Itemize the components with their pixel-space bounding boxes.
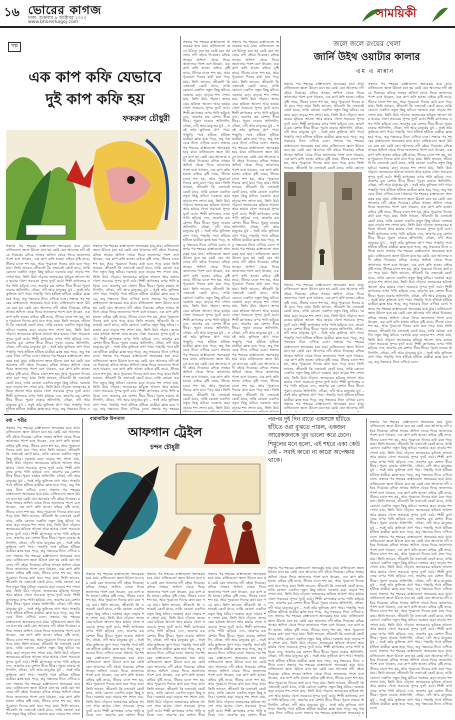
story3-body-col3: সন্ধ্যার পর শহরের রাস্তাগুলো অন্যরকম হয়ে যায়। বাতিগুলো জ্বলে উঠলে মনে হয় কেউ যেন আলোর নদী বইয়ে দিয়েছে। রফিক সাহেব অফিস থেকে ফিরে জানালার পাশে বসে থাকেন, এক কাপ কফি হাতে। বাইরে বৃষ্টি নামে, টিনের চালে শব্দ হয়, আর পুরোনো দিনের কথা মনে পড়ে যায়। তিনি ভাবেন, জীবনটা কি এভাবেই কেটে যাবে, নাকি কোনো একদিন নতুন কিছু ঘটবে। দরজায় কড়া নাড়ার শব্দ শোনা যায়, তিনি উঠে দাঁড়ান। জলরঙের ছবিতে আলো আর ছায়ার খেলা সবচেয়ে সুন্দর ফুটে ওঠে। শিল্পী কাগজের ওপর পানি ছড়িয়ে দেন, তারপর রঙ মেশান ধীরে ধীরে। পুরান ঢাকার অলিগলি, নৌকা, নদী আর মানুষের মুখ – সবই তাঁর তুলিতে প্রাণ পায়। পাহাড়ি পথে হাঁটতে হাঁটতে যাত্রীরা ক্লান্ত হয়ে পড়ে, তবু গন্তব্যের টানে এগিয়ে চলে। সন্ধ্যার পর শহরের রাস্তাগুলো অন্যরকম হয়ে যায়। বাতিগুলো জ্বলে উঠলে মনে হয় কেউ যেন আলোর নদী বইয়ে দিয়েছে। রফিক সাহেব অফিস থেকে ফিরে জানালার পাশে বসে থাকেন, এক কাপ কফি হাতে। বাইরে বৃষ্টি নামে, টিনের চালে শব্দ হয়, আর পুরোনো দিনের কথা মনে পড়ে যায়। তিনি ভাবেন, জীবনটা কি এভাবেই কেটে যাবে, নাকি কোনো একদিন নতুন কিছু ঘটবে। দরজায় কড়া নাড়ার শব্দ শোনা যায়, তিনি উঠে দাঁড়ান। জলরঙের ছবিতে আলো আর ছায়ার খেলা সবচেয়ে সুন্দর ফুটে ওঠে। শিল্পী কাগজের ওপর পানি ছড়িয়ে দেন, তারপর রঙ মেশান ধীরে [208, 572, 266, 716]
watercolor-painting-image [284, 172, 362, 280]
story2-kicker: জলে জলে রংয়ের খেলা [333, 40, 401, 48]
column-body: সন্ধ্যার পর শহরের রাস্তাগুলো অন্যরকম হয়ে যায়। বাতিগুলো জ্বলে উঠলে মনে হয় কেউ যেন আলোর নদী বইয়ে দিয়েছে। রফিক সাহেব অফিস থেকে ফিরে জানালার পাশে বসে থাকেন, এক কাপ কফি হাতে। বাইরে বৃষ্টি নামে, টিনের চালে শব্দ হয়, আর পুরোনো দিনের কথা মনে পড়ে যায়। তিনি ভাবেন, জীবনটা কি এভাবেই কেটে যাবে, নাকি কোনো একদিন নতুন কিছু ঘটবে। দরজায় কড়া নাড়ার শব্দ শোনা যায়, তিনি উঠে দাঁড়ান। জলরঙের ছবিতে আলো আর ছায়ার খেলা সবচেয়ে সুন্দর ফুটে ওঠে। শিল্পী কাগজের ওপর পানি ছড়িয়ে দেন, তারপর রঙ মেশান ধীরে ধীরে। পুরান ঢাকার অলিগলি, নৌকা, নদী আর মানুষের মুখ – সবই তাঁর তুলিতে প্রাণ পায়। পাহাড়ি পথে হাঁটতে হাঁটতে যাত্রীরা ক্লান্ত হয়ে পড়ে, তবু গন্তব্যের টানে এগিয়ে চলে। সন্ধ্যার পর শহরের রাস্তাগুলো অন্যরকম হয়ে যায়। বাতিগুলো জ্বলে উঠলে মনে হয় কেউ যেন আলোর নদী বইয়ে দিয়েছে। রফিক সাহেব অফিস থেকে ফিরে জানালার পাশে বসে থাকেন, এক কাপ কফি হাতে। বাইরে বৃষ্টি নামে, টিনের চালে শব্দ হয়, আর পুরোনো দিনের কথা মনে পড়ে যায়। তিনি ভাবেন, জীবনটা কি এভাবেই কেটে যাবে, নাকি কোনো একদিন নতুন কিছু ঘটবে। দরজায় কড়া নাড়ার শব্দ শোনা যায়, তিনি উঠে দাঁড়ান। জলরঙের ছবিতে আলো আর ছায়ার খেলা সবচেয়ে সুন্দর ফুটে ওঠে। শিল্পী কাগজের ওপর পানি ছড়িয়ে দেন, তারপর রঙ মেশান ধীরে ধীরে। পুরান ঢাকার অলিগলি, নৌকা, নদী আর মানুষের মুখ – সবই তাঁর তুলিতে প্রাণ পায়। পাহাড়ি পথে হাঁটতে হাঁটতে যাত্রীরা ক্লান্ত হয়ে পড়ে, তবু গন্তব্যের টানে এগিয়ে চলে। সন্ধ্যার পর শহরের রাস্তাগুলো অন্যরকম হয়ে যায়। বাতিগুলো জ্বলে উঠলে মনে হয় কেউ যেন আলোর নদী বইয়ে দিয়েছে। রফিক সাহেব অফিস থেকে ফিরে জানালার পাশে বসে থাকেন, এক কাপ কফি হাতে। বাইরে বৃষ্টি নামে, টিনের চালে শব্দ হয়, আর পুরোনো দিনের কথা মনে পড়ে যায়। তিনি ভাবেন, জীবনটা কি এভাবেই কেটে যাবে, নাকি কোনো একদিন নতুন কিছু ঘটবে। দরজায় কড়া নাড়ার শব্দ শোনা যায়, তিনি উঠে দাঁড়ান। জলরঙের ছবিতে আলো আর ছায়ার খেলা সবচেয়ে সুন্দর ফুটে ওঠে। শিল্পী কাগজের ওপর পানি ছড়িয়ে দেন, তারপর রঙ মেশান ধীরে ধীরে। পুরান ঢাকার অলিগলি, নৌকা, নদী আর মানুষের মুখ – সবই তাঁর তুলিতে প্রাণ পায়। পাহাড়ি পথে হাঁটতে হাঁটতে যাত্রীরা ক্লান্ত হয়ে পড়ে, তবু গন্তব্যের টানে এগিয়ে চলে। সন্ধ্যার পর শহরের রাস্তাগুলো অন্যরকম হয়ে যায়। বাতিগুলো জ্বলে উঠলে মনে হয় কেউ যেন আলোর নদী বইয়ে দিয়েছে। রফিক সাহেব অফিস থেকে ফিরে জানালার পাশে বসে থাকেন, এক কাপ কফি হাতে। বাইরে বৃষ্টি নামে, টিনের চালে শব্দ হয়, আর পুরোনো দিনের কথা মনে পড়ে যায়। তিনি ভাবেন, জীবনটা কি এভাবেই কেটে যাবে, নাকি কোনো একদিন নতুন কিছু ঘটবে। দরজায় কড়া নাড়ার শব্দ শোনা যায়, তিনি উঠে দাঁড়ান। জলরঙের ছবিতে আলো আর ছায়ার খেলা সবচেয়ে সুন্দর ফুটে ওঠে। শিল্পী কাগজের ওপর পানি ছড়িয়ে দেন, তারপর রঙ মেশান ধীরে ধীরে। পুরান ঢাকার অলিগলি, নৌকা, নদী আর মানুষের মুখ – সবই তাঁর তুলিতে প্রাণ পায়। পাহাড়ি পথে হাঁটতে হাঁটতে যাত্রীরা ক্লান্ত হয়ে পড়ে, তবু গন্তব্যের টানে এগিয়ে চলে। সন্ধ্যার পর শহরের রাস্তাগুলো অন্যরকম হয়ে যায়। বাতিগুলো জ্বলে উঠলে মনে হয় কেউ যেন আলোর নদী বইয়ে দিয়েছে। রফিক সাহেব অফিস থেকে ফিরে জানালার পাশে বসে থাকেন, এক কাপ কফি হাতে। বাইরে বৃষ্টি নামে, টিনের চালে শব্দ হয়, আর পুরোনো দিনের কথা মনে পড়ে যায়। তিনি ভাবেন, জীবনটা কি এভাবেই কেটে যাবে, নাকি কোনো একদিন নতুন কিছু ঘটবে। দরজায় কড়া নাড়ার শব্দ শোনা [6, 426, 80, 716]
column-rule [82, 418, 83, 718]
story1-headline-line1: এক কাপ কফি যেভাবে [28, 68, 162, 86]
column-tag: বর্ষা – শরীর [6, 419, 27, 424]
story3-headline: আফগান ট্রেইল [127, 425, 203, 439]
story2-byline: এম এ মান্নান [355, 68, 395, 75]
story3-pull-quote: পরপর দুই দিন রাতে একসঙ্গে হাঁটতে হাঁটতে ওরা বুঝতে পারল, একজন আরেকজনকে খুব ভালো করে চেনে। শিমুলের মনে হলো, এই শহরে একা কেউ নেই – সবাই কারো না কারো অপেক্ষায় থাকে। [268, 417, 360, 465]
serial-tag: ধারাবাহিক উপন্যাস [90, 417, 125, 422]
story3-body-col5: সন্ধ্যার পর শহরের রাস্তাগুলো অন্যরকম হয়ে যায়। বাতিগুলো জ্বলে উঠলে মনে হয় কেউ যেন আলোর নদী বইয়ে দিয়েছে। রফিক সাহেব অফিস থেকে ফিরে জানালার পাশে বসে থাকেন, এক কাপ কফি হাতে। বাইরে বৃষ্টি নামে, টিনের চালে শব্দ হয়, আর পুরোনো দিনের কথা মনে পড়ে যায়। তিনি ভাবেন, জীবনটা কি এভাবেই কেটে যাবে, নাকি কোনো একদিন নতুন কিছু ঘটবে। দরজায় কড়া নাড়ার শব্দ শোনা যায়, তিনি উঠে দাঁড়ান। জলরঙের ছবিতে আলো আর ছায়ার খেলা সবচেয়ে সুন্দর ফুটে ওঠে। শিল্পী কাগজের ওপর পানি ছড়িয়ে দেন, তারপর রঙ মেশান ধীরে ধীরে। পুরান ঢাকার অলিগলি, নৌকা, নদী আর মানুষের মুখ – সবই তাঁর তুলিতে প্রাণ পায়। পাহাড়ি পথে হাঁটতে হাঁটতে যাত্রীরা ক্লান্ত হয়ে পড়ে, তবু গন্তব্যের টানে এগিয়ে চলে। সন্ধ্যার পর শহরের রাস্তাগুলো অন্যরকম হয়ে যায়। বাতিগুলো জ্বলে উঠলে মনে হয় কেউ যেন আলোর নদী বইয়ে দিয়েছে। রফিক সাহেব অফিস থেকে ফিরে জানালার পাশে বসে থাকেন, এক কাপ কফি হাতে। বাইরে বৃষ্টি নামে, টিনের চালে শব্দ হয়, আর পুরোনো দিনের কথা মনে পড়ে যায়। তিনি ভাবেন, জীবনটা কি এভাবেই কেটে যাবে, নাকি কোনো একদিন নতুন কিছু ঘটবে। দরজায় কড়া নাড়ার শব্দ শোনা যায়, তিনি উঠে দাঁড়ান। জলরঙের ছবিতে আলো আর ছায়ার খেলা সবচেয়ে সুন্দর ফুটে ওঠে। শিল্পী কাগজের ওপর পানি ছড়িয়ে দেন, তারপর রঙ মেশান ধীরে ধীরে। পুরান ঢাকার অলিগলি, নৌকা, নদী আর মানুষের মুখ – সবই তাঁর তুলিতে প্রাণ পায়। পাহাড়ি পথে হাঁটতে হাঁটতে যাত্রীরা ক্লান্ত হয়ে পড়ে, তবু গন্তব্যের টানে এগিয়ে চলে। সন্ধ্যার পর শহরের রাস্তাগুলো অন্যরকম হয়ে যায়। বাতিগুলো জ্বলে উঠলে মনে হয় কেউ যেন আলোর নদী বইয়ে দিয়েছে। রফিক সাহেব অফিস থেকে ফিরে জানালার পাশে বসে থাকেন, এক কাপ কফি হাতে। বাইরে বৃষ্টি নামে, টিনের চালে শব্দ হয়, আর পুরোনো দিনের কথা মনে পড়ে যায়। তিনি ভাবেন, জীবনটা কি এভাবেই কেটে যাবে, নাকি কোনো একদিন নতুন কিছু ঘটবে। দরজায় কড়া নাড়ার শব্দ শোনা যায়, তিনি উঠে দাঁড়ান। জলরঙের ছবিতে আলো আর ছায়ার খেলা সবচেয়ে সুন্দর ফুটে ওঠে। শিল্পী কাগজের ওপর পানি ছড়িয়ে দেন, তারপর রঙ মেশান ধীরে ধীরে। পুরান ঢাকার অলিগলি, নৌকা, নদী আর মানুষের মুখ – সবই তাঁর তুলিতে প্রাণ পায়। পাহাড়ি পথে হাঁটতে হাঁটতে যাত্রীরা ক্লান্ত হয়ে পড়ে, তবু গন্তব্যের টানে এগিয়ে চলে। সন্ধ্যার পর শহরের রাস্তাগুলো অন্যরকম হয়ে যায়। বাতিগুলো জ্বলে উঠলে মনে হয় কেউ যেন আলোর নদী বইয়ে দিয়েছে। রফিক সাহেব অফিস থেকে ফিরে জানালার পাশে বসে থাকেন, এক কাপ কফি হাতে। বাইরে বৃষ্টি নামে, টিনের চালে শব্দ হয়, আর পুরোনো দিনের কথা মনে পড়ে যায়। তিনি ভাবেন, জীবনটা কি এভাবেই কেটে যাবে, নাকি কোনো একদিন নতুন কিছু ঘটবে। দরজায় কড়া নাড়ার শব্দ শোনা যায়, তিনি উঠে দাঁড়ান। জলরঙের ছবিতে আলো আর ছায়ার খেলা সবচেয়ে সুন্দর ফুটে ওঠে। শিল্পী কাগজের ওপর পানি ছড়িয়ে দেন, তারপর রঙ মেশান ধীরে ধীরে। পুরান ঢাকার অলিগলি, নৌকা, নদী আর মানুষের মুখ – সবই তাঁর তুলিতে প্রাণ পায়। পাহাড়ি পথে হাঁটতে হাঁটতে যাত্রীরা ক্লান্ত হয়ে পড়ে, তবু গন্তব্যের টানে এগিয়ে চলে। সন্ধ্যার পর শহরের রাস্তাগুলো অন্যরকম হয়ে যায়। বাতিগুলো জ্বলে উঠলে মনে হয় কেউ যেন আলোর নদী বইয়ে দিয়েছে। রফিক সাহেব অফিস থেকে ফিরে জানালার পাশে বসে থাকেন, এক কাপ কফি হাতে। বাইরে বৃষ্টি নামে, টিনের চালে শব্দ হয়, আর পুরোনো দিনের কথা মনে পড়ে যায়। তিনি ভাবেন, জীবনটা কি এভাবেই কেটে যাবে, নাকি কোনো একদিন নতুন কিছু ঘটবে। দরজায় কড়া নাড়ার শব্দ শোনা যায়, তিনি উঠে দাঁড়ান। জলরঙের ছবিতে আলো আর ছায়ার খেলা সবচেয়ে সুন্দর ফুটে ওঠে। শিল্পী কাগজের ওপর পানি ছড়িয়ে দেন, তারপর রঙ মেশান ধীরে ধীরে। পুরান ঢাকার অলিগলি, নৌকা, নদী আর মানুষের মুখ – সবই তাঁর তুলিতে প্রাণ পায়। পাহাড়ি পথে হাঁটতে হাঁটতে যাত্রীরা ক্লান্ত হয়ে পড়ে, তবু গন্তব্যের টানে এগিয়ে চলে। [370, 420, 452, 711]
paper-name: ভোরের কাগজ [28, 3, 102, 17]
page-number: ১৬ [4, 5, 20, 19]
website: www.bhorerkagoj.com [28, 20, 79, 25]
column-rule [280, 36, 281, 414]
story1-headline [10, 66, 180, 110]
story1-body-col2: সন্ধ্যার পর শহরের রাস্তাগুলো অন্যরকম হয়ে যায়। বাতিগুলো জ্বলে উঠলে মনে হয় কেউ যেন আলোর নদী বইয়ে দিয়েছে। রফিক সাহেব অফিস থেকে ফিরে জানালার পাশে বসে থাকেন, এক কাপ কফি হাতে। বাইরে বৃষ্টি নামে, টিনের চালে শব্দ হয়, আর পুরোনো দিনের কথা মনে পড়ে যায়। তিনি ভাবেন, জীবনটা কি এভাবেই কেটে যাবে, নাকি কোনো একদিন নতুন কিছু ঘটবে। দরজায় কড়া নাড়ার শব্দ শোনা যায়, তিনি উঠে দাঁড়ান। জলরঙের ছবিতে আলো আর ছায়ার খেলা সবচেয়ে সুন্দর ফুটে ওঠে। শিল্পী কাগজের ওপর পানি ছড়িয়ে দেন, তারপর রঙ মেশান ধীরে ধীরে। পুরান ঢাকার অলিগলি, নৌকা, নদী আর মানুষের মুখ – সবই তাঁর তুলিতে প্রাণ পায়। পাহাড়ি পথে হাঁটতে হাঁটতে যাত্রীরা ক্লান্ত হয়ে পড়ে, তবু গন্তব্যের টানে এগিয়ে চলে। সন্ধ্যার পর শহরের রাস্তাগুলো অন্যরকম হয়ে যায়। বাতিগুলো জ্বলে উঠলে মনে হয় কেউ যেন আলোর নদী বইয়ে দিয়েছে। রফিক সাহেব অফিস থেকে ফিরে জানালার পাশে বসে থাকেন, এক কাপ কফি হাতে। বাইরে বৃষ্টি নামে, টিনের চালে শব্দ হয়, আর পুরোনো দিনের কথা মনে পড়ে যায়। তিনি ভাবেন, জীবনটা কি এভাবেই কেটে যাবে, নাকি কোনো একদিন নতুন কিছু ঘটবে। দরজায় কড়া নাড়ার শব্দ শোনা যায়, তিনি উঠে দাঁড়ান। জলরঙের ছবিতে আলো আর ছায়ার খেলা সবচেয়ে সুন্দর ফুটে ওঠে। শিল্পী কাগজের ওপর পানি ছড়িয়ে দেন, তারপর রঙ মেশান ধীরে ধীরে। পুরান ঢাকার অলিগলি, নৌকা, নদী আর মানুষের মুখ – সবই তাঁর তুলিতে প্রাণ পায়। পাহাড়ি পথে হাঁটতে হাঁটতে যাত্রীরা ক্লান্ত হয়ে পড়ে, তবু গন্তব্যের টানে এগিয়ে চলে। সন্ধ্যার পর শহরের রাস্তাগুলো অন্যরকম হয়ে যায়। বাতিগুলো জ্বলে উঠলে মনে হয় কেউ যেন আলোর নদী বইয়ে দিয়েছে। রফিক সাহেব অফিস থেকে ফিরে জানালার পাশে বসে থাকেন, এক কাপ কফি হাতে। বাইরে বৃষ্টি নামে, টিনের চালে শব্দ হয়, আর পুরোনো দিনের কথা মনে পড়ে যায়। তিনি ভাবেন, জীবনটা কি এভাবেই কেটে যাবে, নাকি কোনো একদিন নতুন কিছু ঘটবে। দরজায় কড়া নাড়ার শব্দ শোনা যায়, তিনি উঠে দাঁড়ান। জলরঙের ছবিতে আলো আর ছায়ার খেলা সবচেয়ে সুন্দর ফুটে ওঠে। শিল্পী কাগজের ওপর পানি ছড়িয়ে দেন, তারপর রঙ মেশান ধীরে ধীরে। পুরান ঢাকার অলিগলি, নৌকা, নদী আর মানুষের মুখ – সবই তাঁর তুলিতে প্রাণ পায়। পাহাড়ি পথে হাঁটতে হাঁটতে যাত্রীরা ক্লান্ত হয়ে পড়ে, তবু গন্তব্যের টানে এগিয়ে চলে। সন্ধ্যার পর শহরের [93, 244, 179, 412]
story3-illustration [84, 456, 266, 568]
story3-body-col1: সন্ধ্যার পর শহরের রাস্তাগুলো অন্যরকম হয়ে যায়। বাতিগুলো জ্বলে উঠলে মনে হয় কেউ যেন আলোর নদী বইয়ে দিয়েছে। রফিক সাহেব অফিস থেকে ফিরে জানালার পাশে বসে থাকেন, এক কাপ কফি হাতে। বাইরে বৃষ্টি নামে, টিনের চালে শব্দ হয়, আর পুরোনো দিনের কথা মনে পড়ে যায়। তিনি ভাবেন, জীবনটা কি এভাবেই কেটে যাবে, নাকি কোনো একদিন নতুন কিছু ঘটবে। দরজায় কড়া নাড়ার শব্দ শোনা যায়, তিনি উঠে দাঁড়ান। জলরঙের ছবিতে আলো আর ছায়ার খেলা সবচেয়ে সুন্দর ফুটে ওঠে। শিল্পী কাগজের ওপর পানি ছড়িয়ে দেন, তারপর রঙ মেশান ধীরে ধীরে। পুরান ঢাকার অলিগলি, নৌকা, নদী আর মানুষের মুখ – সবই তাঁর তুলিতে প্রাণ পায়। পাহাড়ি পথে হাঁটতে হাঁটতে যাত্রীরা ক্লান্ত হয়ে পড়ে, তবু গন্তব্যের টানে এগিয়ে চলে। সন্ধ্যার পর শহরের রাস্তাগুলো অন্যরকম হয়ে যায়। বাতিগুলো জ্বলে উঠলে মনে হয় কেউ যেন আলোর নদী বইয়ে দিয়েছে। রফিক সাহেব অফিস থেকে ফিরে জানালার পাশে বসে থাকেন, এক কাপ কফি হাতে। বাইরে বৃষ্টি নামে, টিনের চালে শব্দ হয়, আর পুরোনো দিনের কথা মনে পড়ে যায়। তিনি ভাবেন, জীবনটা কি এভাবেই কেটে যাবে, নাকি কোনো একদিন নতুন কিছু ঘটবে। দরজায় কড়া নাড়ার শব্দ শোনা যায়, তিনি উঠে দাঁড়ান। জলরঙের ছবিতে আলো আর ছায়ার খেলা সবচেয়ে সুন্দর ফুটে ওঠে। শিল্পী কাগজের ওপর পানি ছড়িয়ে দেন, তারপর রঙ মেশান ধীরে [86, 572, 144, 716]
story1-body-col4: সন্ধ্যার পর শহরের রাস্তাগুলো অন্যরকম হয়ে যায়। বাতিগুলো জ্বলে উঠলে মনে হয় কেউ যেন আলোর নদী বইয়ে দিয়েছে। রফিক সাহেব অফিস থেকে ফিরে জানালার পাশে বসে থাকেন, এক কাপ কফি হাতে। বাইরে বৃষ্টি নামে, টিনের চালে শব্দ হয়, আর পুরোনো দিনের কথা মনে পড়ে যায়। তিনি ভাবেন, জীবনটা কি এভাবেই কেটে যাবে, নাকি কোনো একদিন নতুন কিছু ঘটবে। দরজায় কড়া নাড়ার শব্দ শোনা যায়, তিনি উঠে দাঁড়ান। জলরঙের ছবিতে আলো আর ছায়ার খেলা সবচেয়ে সুন্দর ফুটে ওঠে। শিল্পী কাগজের ওপর পানি ছড়িয়ে দেন, তারপর রঙ মেশান ধীরে ধীরে। পুরান ঢাকার অলিগলি, নৌকা, নদী আর মানুষের মুখ – সবই তাঁর তুলিতে প্রাণ পায়। পাহাড়ি পথে হাঁটতে হাঁটতে যাত্রীরা ক্লান্ত হয়ে পড়ে, তবু গন্তব্যের টানে এগিয়ে চলে। সন্ধ্যার পর শহরের রাস্তাগুলো অন্যরকম হয়ে যায়। বাতিগুলো জ্বলে উঠলে মনে হয় কেউ যেন আলোর নদী বইয়ে দিয়েছে। রফিক সাহেব অফিস থেকে ফিরে জানালার পাশে বসে থাকেন, এক কাপ কফি হাতে। বাইরে বৃষ্টি নামে, টিনের চালে শব্দ হয়, আর পুরোনো দিনের কথা মনে পড়ে যায়। তিনি ভাবেন, জীবনটা কি এভাবেই কেটে যাবে, নাকি কোনো একদিন নতুন কিছু ঘটবে। দরজায় কড়া নাড়ার শব্দ শোনা যায়, তিনি উঠে দাঁড়ান। জলরঙের ছবিতে আলো আর ছায়ার খেলা সবচেয়ে সুন্দর ফুটে ওঠে। শিল্পী কাগজের ওপর পানি ছড়িয়ে দেন, তারপর রঙ মেশান ধীরে ধীরে। পুরান ঢাকার অলিগলি, নৌকা, নদী আর মানুষের মুখ – সবই তাঁর তুলিতে প্রাণ পায়। পাহাড়ি পথে হাঁটতে হাঁটতে যাত্রীরা ক্লান্ত হয়ে পড়ে, তবু গন্তব্যের টানে এগিয়ে চলে। সন্ধ্যার পর শহরের রাস্তাগুলো অন্যরকম হয়ে যায়। বাতিগুলো জ্বলে উঠলে মনে হয় কেউ যেন আলোর নদী বইয়ে দিয়েছে। রফিক সাহেব অফিস থেকে ফিরে জানালার পাশে বসে থাকেন, এক কাপ কফি হাতে। বাইরে বৃষ্টি নামে, টিনের চালে শব্দ হয়, আর পুরোনো দিনের কথা মনে পড়ে যায়। তিনি ভাবেন, জীবনটা কি এভাবেই কেটে যাবে, নাকি কোনো একদিন নতুন কিছু ঘটবে। দরজায় কড়া নাড়ার শব্দ শোনা যায়, তিনি উঠে দাঁড়ান। জলরঙের ছবিতে আলো আর ছায়ার খেলা সবচেয়ে সুন্দর ফুটে ওঠে। শিল্পী কাগজের ওপর পানি ছড়িয়ে দেন, তারপর রঙ মেশান ধীরে ধীরে। পুরান ঢাকার অলিগলি, নৌকা, নদী আর মানুষের মুখ – সবই তাঁর তুলিতে প্রাণ পায়। পাহাড়ি পথে হাঁটতে হাঁটতে যাত্রীরা ক্লান্ত হয়ে পড়ে, তবু গন্তব্যের টানে এগিয়ে চলে। সন্ধ্যার পর শহরের রাস্তাগুলো অন্যরকম হয়ে যায়। বাতিগুলো জ্বলে উঠলে মনে হয় কেউ যেন আলোর নদী বইয়ে দিয়েছে। রফিক সাহেব অফিস থেকে ফিরে জানালার পাশে বসে থাকেন, এক কাপ কফি হাতে। বাইরে বৃষ্টি নামে, টিনের চালে শব্দ হয়, আর পুরোনো দিনের কথা মনে পড়ে যায়। তিনি ভাবেন, জীবনটা কি এভাবেই কেটে যাবে, নাকি কোনো একদিন নতুন কিছু ঘটবে। দরজায় কড়া নাড়ার শব্দ শোনা যায়, তিনি উঠে [232, 40, 279, 410]
story1-body-col3: সন্ধ্যার পর শহরের রাস্তাগুলো অন্যরকম হয়ে যায়। বাতিগুলো জ্বলে উঠলে মনে হয় কেউ যেন আলোর নদী বইয়ে দিয়েছে। রফিক সাহেব অফিস থেকে ফিরে জানালার পাশে বসে থাকেন, এক কাপ কফি হাতে। বাইরে বৃষ্টি নামে, টিনের চালে শব্দ হয়, আর পুরোনো দিনের কথা মনে পড়ে যায়। তিনি ভাবেন, জীবনটা কি এভাবেই কেটে যাবে, নাকি কোনো একদিন নতুন কিছু ঘটবে। দরজায় কড়া নাড়ার শব্দ শোনা যায়, তিনি উঠে দাঁড়ান। জলরঙের ছবিতে আলো আর ছায়ার খেলা সবচেয়ে সুন্দর ফুটে ওঠে। শিল্পী কাগজের ওপর পানি ছড়িয়ে দেন, তারপর রঙ মেশান ধীরে ধীরে। পুরান ঢাকার অলিগলি, নৌকা, নদী আর মানুষের মুখ – সবই তাঁর তুলিতে প্রাণ পায়। পাহাড়ি পথে হাঁটতে হাঁটতে যাত্রীরা ক্লান্ত হয়ে পড়ে, তবু গন্তব্যের টানে এগিয়ে চলে। সন্ধ্যার পর শহরের রাস্তাগুলো অন্যরকম হয়ে যায়। বাতিগুলো জ্বলে উঠলে মনে হয় কেউ যেন আলোর নদী বইয়ে দিয়েছে। রফিক সাহেব অফিস থেকে ফিরে জানালার পাশে বসে থাকেন, এক কাপ কফি হাতে। বাইরে বৃষ্টি নামে, টিনের চালে শব্দ হয়, আর পুরোনো দিনের কথা মনে পড়ে যায়। তিনি ভাবেন, জীবনটা কি এভাবেই কেটে যাবে, নাকি কোনো একদিন নতুন কিছু ঘটবে। দরজায় কড়া নাড়ার শব্দ শোনা যায়, তিনি উঠে দাঁড়ান। জলরঙের ছবিতে আলো আর ছায়ার খেলা সবচেয়ে সুন্দর ফুটে ওঠে। শিল্পী কাগজের ওপর পানি ছড়িয়ে দেন, তারপর রঙ মেশান ধীরে ধীরে। পুরান ঢাকার অলিগলি, নৌকা, নদী আর মানুষের মুখ – সবই তাঁর তুলিতে প্রাণ পায়। পাহাড়ি পথে হাঁটতে হাঁটতে যাত্রীরা ক্লান্ত হয়ে পড়ে, তবু গন্তব্যের টানে এগিয়ে চলে। সন্ধ্যার পর শহরের রাস্তাগুলো অন্যরকম হয়ে যায়। বাতিগুলো জ্বলে উঠলে মনে হয় কেউ যেন আলোর নদী বইয়ে দিয়েছে। রফিক সাহেব অফিস থেকে ফিরে জানালার পাশে বসে থাকেন, এক কাপ কফি হাতে। বাইরে বৃষ্টি নামে, টিনের চালে শব্দ হয়, আর পুরোনো দিনের কথা মনে পড়ে যায়। তিনি ভাবেন, জীবনটা কি এভাবেই কেটে যাবে, নাকি কোনো একদিন নতুন কিছু ঘটবে। দরজায় কড়া নাড়ার শব্দ শোনা যায়, তিনি উঠে দাঁড়ান। জলরঙের ছবিতে আলো আর ছায়ার খেলা সবচেয়ে সুন্দর ফুটে ওঠে। শিল্পী কাগজের ওপর পানি ছড়িয়ে দেন, তারপর রঙ মেশান ধীরে ধীরে। পুরান ঢাকার অলিগলি, নৌকা, নদী আর মানুষের মুখ – সবই তাঁর তুলিতে প্রাণ পায়। পাহাড়ি পথে হাঁটতে হাঁটতে যাত্রীরা ক্লান্ত হয়ে পড়ে, তবু গন্তব্যের টানে এগিয়ে চলে। সন্ধ্যার পর শহরের রাস্তাগুলো অন্যরকম হয়ে যায়। বাতিগুলো জ্বলে উঠলে মনে হয় কেউ যেন আলোর নদী বইয়ে দিয়েছে। রফিক সাহেব অফিস থেকে ফিরে জানালার পাশে বসে থাকেন, এক কাপ কফি হাতে। বাইরে বৃষ্টি নামে, টিনের চালে শব্দ হয়, আর পুরোনো দিনের কথা মনে পড়ে যায়। তিনি ভাবেন, জীবনটা কি এভাবেই কেটে যাবে, নাকি কোনো একদিন নতুন কিছু ঘটবে। দরজায় কড়া নাড়ার শব্দ শোনা যায়, তিনি উঠে [183, 40, 230, 410]
genre-tag: গল্প [8, 42, 21, 52]
story2-body-col2: সন্ধ্যার পর শহরের রাস্তাগুলো অন্যরকম হয়ে যায়। বাতিগুলো জ্বলে উঠলে মনে হয় কেউ যেন আলোর নদী বইয়ে দিয়েছে। রফিক সাহেব অফিস থেকে ফিরে জানালার পাশে বসে থাকেন, এক কাপ কফি হাতে। বাইরে বৃষ্টি নামে, টিনের চালে শব্দ হয়, আর পুরোনো দিনের কথা মনে পড়ে যায়। তিনি ভাবেন, জীবনটা কি এভাবেই কেটে যাবে, নাকি কোনো একদিন নতুন কিছু ঘটবে। দরজায় কড়া নাড়ার শব্দ শোনা যায়, তিনি উঠে দাঁড়ান। জলরঙের ছবিতে আলো আর ছায়ার খেলা সবচেয়ে সুন্দর ফুটে ওঠে। শিল্পী কাগজের ওপর পানি ছড়িয়ে দেন, তারপর রঙ মেশান ধীরে ধীরে। পুরান ঢাকার অলিগলি, নৌকা, নদী আর মানুষের মুখ – সবই তাঁর তুলিতে প্রাণ পায়। পাহাড়ি পথে হাঁটতে হাঁটতে যাত্রীরা ক্লান্ত হয়ে পড়ে, তবু গন্তব্যের টানে এগিয়ে চলে। সন্ধ্যার পর শহরের রাস্তাগুলো অন্যরকম হয়ে যায়। বাতিগুলো জ্বলে উঠলে মনে হয় কেউ যেন আলোর নদী বইয়ে দিয়েছে। রফিক সাহেব অফিস থেকে ফিরে জানালার পাশে বসে থাকেন, এক কাপ কফি হাতে। বাইরে বৃষ্টি নামে, টিনের চালে শব্দ হয়, আর পুরোনো দিনের কথা মনে পড়ে যায়। তিনি ভাবেন, জীবনটা কি এভাবেই কেটে যাবে, নাকি কোনো একদিন নতুন কিছু ঘটবে। দরজায় কড়া নাড়ার শব্দ শোনা যায়, তিনি উঠে দাঁড়ান। জলরঙের ছবিতে আলো আর ছায়ার খেলা সবচেয়ে সুন্দর ফুটে ওঠে। শিল্পী কাগজের ওপর পানি ছড়িয়ে দেন, তারপর রঙ মেশান ধীরে ধীরে। পুরান ঢাকার অলিগলি, নৌকা, নদী আর মানুষের মুখ – সবই তাঁর তুলিতে প্রাণ পায়। পাহাড়ি পথে হাঁটতে হাঁটতে যাত্রীরা ক্লান্ত হয়ে পড়ে, তবু গন্তব্যের টানে এগিয়ে চলে। সন্ধ্যার পর শহরের রাস্তাগুলো অন্যরকম হয়ে যায়। বাতিগুলো জ্বলে উঠলে মনে হয় কেউ যেন আলোর নদী বইয়ে দিয়েছে। রফিক সাহেব অফিস থেকে ফিরে জানালার পাশে বসে থাকেন, এক কাপ কফি হাতে। বাইরে বৃষ্টি নামে, টিনের চালে শব্দ হয়, আর পুরোনো দিনের কথা মনে পড়ে যায়। তিনি ভাবেন, জীবনটা কি এভাবেই কেটে যাবে, নাকি কোনো একদিন নতুন কিছু ঘটবে। দরজায় কড়া নাড়ার শব্দ শোনা যায়, তিনি উঠে দাঁড়ান। জলরঙের ছবিতে আলো আর ছায়ার খেলা সবচেয়ে সুন্দর ফুটে ওঠে। শিল্পী কাগজের ওপর পানি ছড়িয়ে দেন, তারপর রঙ মেশান ধীরে ধীরে। পুরান ঢাকার অলিগলি, নৌকা, নদী আর মানুষের মুখ – সবই তাঁর তুলিতে প্রাণ পায়। পাহাড়ি পথে হাঁটতে হাঁটতে যাত্রীরা ক্লান্ত হয়ে পড়ে, তবু গন্তব্যের টানে এগিয়ে চলে। সন্ধ্যার পর শহরের রাস্তাগুলো অন্যরকম হয়ে যায়। বাতিগুলো জ্বলে উঠলে মনে হয় কেউ যেন আলোর নদী বইয়ে দিয়েছে। রফিক সাহেব অফিস থেকে ফিরে জানালার পাশে বসে থাকেন, এক কাপ কফি হাতে। বাইরে বৃষ্টি নামে, টিনের চালে শব্দ হয়, আর পুরোনো দিনের কথা মনে পড়ে যায়। তিনি ভাবেন, জীবনটা কি এভাবেই কেটে যাবে, নাকি কোনো একদিন নতুন কিছু ঘটবে। দরজায় কড়া নাড়ার শব্দ শোনা যায়, তিনি উঠে দাঁড়ান। জলরঙের ছবিতে আলো আর ছায়ার খেলা সবচেয়ে সুন্দর ফুটে ওঠে। শিল্পী কাগজের ওপর পানি ছড়িয়ে দেন, তারপর রঙ মেশান ধীরে ধীরে। পুরান ঢাকার অলিগলি, নৌকা, নদী আর মানুষের মুখ – সবই তাঁর তুলিতে প্রাণ পায়। পাহাড়ি পথে হাঁটতে হাঁটতে যাত্রীরা ক্লান্ত হয়ে পড়ে, তবু গন্তব্যের টানে এগিয়ে চলে। সন্ধ্যার পর শহরের রাস্তাগুলো অন্যরকম হয়ে যায়। বাতিগুলো জ্বলে উঠলে মনে হয় কেউ যেন আলোর নদী বইয়ে দিয়েছে। রফিক সাহেব অফিস থেকে ফিরে জানালার পাশে বসে থাকেন, এক কাপ কফি হাতে। বাইরে বৃষ্টি নামে, টিনের চালে শব্দ হয়, আর পুরোনো দিনের কথা মনে পড়ে যায়। তিনি ভাবেন, জীবনটা কি এভাবেই কেটে যাবে, নাকি কোনো একদিন নতুন কিছু ঘটবে। দরজায় কড়া নাড়ার শব্দ শোনা যায়, তিনি উঠে দাঁড়ান। জলরঙের ছবিতে আলো আর ছায়ার খেলা সবচেয়ে সুন্দর ফুটে ওঠে। শিল্পী কাগজের ওপর পানি ছড়িয়ে দেন, তারপর রঙ মেশান ধীরে ধীরে। পুরান ঢাকার অলিগলি, নৌকা, নদী আর মানুষের মুখ – সবই তাঁর তুলিতে প্রাণ পায়। পাহাড়ি পথে হাঁটতে হাঁটতে যাত্রীরা ক্লান্ত হয়ে পড়ে, তবু গন্তব্যের টানে এগিয়ে চলে। [368, 82, 452, 364]
column-rule [180, 36, 181, 414]
dateline: ঢাকা, শুক্রবার ৯ অক্টোবর ২০২০ [28, 16, 87, 21]
story3-body-col2: সন্ধ্যার পর শহরের রাস্তাগুলো অন্যরকম হয়ে যায়। বাতিগুলো জ্বলে উঠলে মনে হয় কেউ যেন আলোর নদী বইয়ে দিয়েছে। রফিক সাহেব অফিস থেকে ফিরে জানালার পাশে বসে থাকেন, এক কাপ কফি হাতে। বাইরে বৃষ্টি নামে, টিনের চালে শব্দ হয়, আর পুরোনো দিনের কথা মনে পড়ে যায়। তিনি ভাবেন, জীবনটা কি এভাবেই কেটে যাবে, নাকি কোনো একদিন নতুন কিছু ঘটবে। দরজায় কড়া নাড়ার শব্দ শোনা যায়, তিনি উঠে দাঁড়ান। জলরঙের ছবিতে আলো আর ছায়ার খেলা সবচেয়ে সুন্দর ফুটে ওঠে। শিল্পী কাগজের ওপর পানি ছড়িয়ে দেন, তারপর রঙ মেশান ধীরে ধীরে। পুরান ঢাকার অলিগলি, নৌকা, নদী আর মানুষের মুখ – সবই তাঁর তুলিতে প্রাণ পায়। পাহাড়ি পথে হাঁটতে হাঁটতে যাত্রীরা ক্লান্ত হয়ে পড়ে, তবু গন্তব্যের টানে এগিয়ে চলে। সন্ধ্যার পর শহরের রাস্তাগুলো অন্যরকম হয়ে যায়। বাতিগুলো জ্বলে উঠলে মনে হয় কেউ যেন আলোর নদী বইয়ে দিয়েছে। রফিক সাহেব অফিস থেকে ফিরে জানালার পাশে বসে থাকেন, এক কাপ কফি হাতে। বাইরে বৃষ্টি নামে, টিনের চালে শব্দ হয়, আর পুরোনো দিনের কথা মনে পড়ে যায়। তিনি ভাবেন, জীবনটা কি এভাবেই কেটে যাবে, নাকি কোনো একদিন নতুন কিছু ঘটবে। দরজায় কড়া নাড়ার শব্দ শোনা যায়, তিনি উঠে দাঁড়ান। জলরঙের ছবিতে আলো আর ছায়ার খেলা সবচেয়ে সুন্দর ফুটে ওঠে। শিল্পী কাগজের ওপর পানি ছড়িয়ে দেন, তারপর রঙ মেশান ধীরে [147, 572, 205, 716]
story2-body-col1: সন্ধ্যার পর শহরের রাস্তাগুলো অন্যরকম হয়ে যায়। বাতিগুলো জ্বলে উঠলে মনে হয় কেউ যেন আলোর নদী বইয়ে দিয়েছে। রফিক সাহেব অফিস থেকে ফিরে জানালার পাশে বসে থাকেন, এক কাপ কফি হাতে। বাইরে বৃষ্টি নামে, টিনের চালে শব্দ হয়, আর পুরোনো দিনের কথা মনে পড়ে যায়। তিনি ভাবেন, জীবনটা কি এভাবেই কেটে যাবে, নাকি কোনো একদিন নতুন কিছু ঘটবে। দরজায় কড়া নাড়ার শব্দ শোনা যায়, তিনি উঠে দাঁড়ান। জলরঙের ছবিতে আলো আর ছায়ার খেলা সবচেয়ে সুন্দর ফুটে ওঠে। শিল্পী কাগজের ওপর পানি ছড়িয়ে দেন, তারপর রঙ মেশান ধীরে ধীরে। পুরান ঢাকার অলিগলি, নৌকা, নদী আর মানুষের মুখ – সবই তাঁর তুলিতে প্রাণ পায়। পাহাড়ি পথে হাঁটতে হাঁটতে যাত্রীরা ক্লান্ত হয়ে পড়ে, তবু গন্তব্যের টানে এগিয়ে চলে। সন্ধ্যার পর শহরের রাস্তাগুলো অন্যরকম হয়ে যায়। বাতিগুলো জ্বলে উঠলে মনে হয় কেউ যেন আলোর নদী বইয়ে দিয়েছে। রফিক সাহেব অফিস থেকে ফিরে জানালার পাশে বসে থাকেন, এক কাপ কফি হাতে। বাইরে বৃষ্টি নামে, টিনের চালে শব্দ হয়, আর পুরোনো দিনের কথা মনে পড়ে যায়। তিনি ভাবেন, জীবনটা কি এভাবেই কেটে যাবে, নাকি কোনো [284, 82, 364, 170]
column-rule [366, 418, 367, 718]
story3-byline: চন্দন চৌধুরী [150, 444, 180, 451]
section-name: সাময়িকী [376, 6, 417, 20]
story3-body-col4: সন্ধ্যার পর শহরের রাস্তাগুলো অন্যরকম হয়ে যায়। বাতিগুলো জ্বলে উঠলে মনে হয় কেউ যেন আলোর নদী বইয়ে দিয়েছে। রফিক সাহেব অফিস থেকে ফিরে জানালার পাশে বসে থাকেন, এক কাপ কফি হাতে। বাইরে বৃষ্টি নামে, টিনের চালে শব্দ হয়, আর পুরোনো দিনের কথা মনে পড়ে যায়। তিনি ভাবেন, জীবনটা কি এভাবেই কেটে যাবে, নাকি কোনো একদিন নতুন কিছু ঘটবে। দরজায় কড়া নাড়ার শব্দ শোনা যায়, তিনি উঠে দাঁড়ান। জলরঙের ছবিতে আলো আর ছায়ার খেলা সবচেয়ে সুন্দর ফুটে ওঠে। শিল্পী কাগজের ওপর পানি ছড়িয়ে দেন, তারপর রঙ মেশান ধীরে ধীরে। পুরান ঢাকার অলিগলি, নৌকা, নদী আর মানুষের মুখ – সবই তাঁর তুলিতে প্রাণ পায়। পাহাড়ি পথে হাঁটতে হাঁটতে যাত্রীরা ক্লান্ত হয়ে পড়ে, তবু গন্তব্যের টানে এগিয়ে চলে। সন্ধ্যার পর শহরের রাস্তাগুলো অন্যরকম হয়ে যায়। বাতিগুলো জ্বলে উঠলে মনে হয় কেউ যেন আলোর নদী বইয়ে দিয়েছে। রফিক সাহেব অফিস থেকে ফিরে জানালার পাশে বসে থাকেন, এক কাপ কফি হাতে। বাইরে বৃষ্টি নামে, টিনের চালে শব্দ হয়, আর পুরোনো দিনের কথা মনে পড়ে যায়। তিনি ভাবেন, জীবনটা কি এভাবেই কেটে যাবে, নাকি কোনো একদিন নতুন কিছু ঘটবে। দরজায় কড়া নাড়ার শব্দ শোনা যায়, তিনি উঠে দাঁড়ান। জলরঙের ছবিতে আলো আর ছায়ার খেলা সবচেয়ে সুন্দর ফুটে ওঠে। শিল্পী কাগজের ওপর পানি ছড়িয়ে দেন, তারপর রঙ মেশান ধীরে ধীরে। পুরান ঢাকার অলিগলি, নৌকা, নদী আর মানুষের মুখ – সবই তাঁর তুলিতে প্রাণ পায়। পাহাড়ি পথে হাঁটতে হাঁটতে যাত্রীরা ক্লান্ত হয়ে পড়ে, তবু গন্তব্যের টানে এগিয়ে চলে। সন্ধ্যার পর শহরের রাস্তাগুলো অন্যরকম হয়ে যায়। বাতিগুলো জ্বলে উঠলে মনে হয় কেউ যেন আলোর নদী বইয়ে দিয়েছে। রফিক সাহেব অফিস থেকে ফিরে জানালার পাশে বসে থাকেন, এক কাপ কফি হাতে। বাইরে বৃষ্টি নামে, টিনের চালে শব্দ হয়, আর পুরোনো দিনের কথা মনে পড়ে যায়। তিনি ভাবেন, জীবনটা কি এভাবেই কেটে যাবে, নাকি কোনো একদিন নতুন কিছু ঘটবে। দরজায় কড়া নাড়ার শব্দ শোনা যায়, তিনি উঠে দাঁড়ান। জলরঙের ছবিতে আলো আর ছায়ার খেলা সবচেয়ে সুন্দর ফুটে ওঠে। শিল্পী কাগজের ওপর পানি ছড়িয়ে দেন, তারপর রঙ মেশান ধীরে ধীরে। পুরান ঢাকার অলিগলি, নৌকা, নদী আর মানুষের মুখ – সবই তাঁর তুলিতে প্রাণ পায়। পাহাড়ি পথে হাঁটতে হাঁটতে যাত্রীরা ক্লান্ত হয়ে পড়ে, তবু গন্তব্যের টানে এগিয়ে চলে। সন্ধ্যার পর শহরের রাস্তাগুলো অন্যরকম হ [268, 566, 364, 716]
section-divider [4, 414, 452, 415]
story1-illustration [6, 130, 178, 240]
story2-headline: জার্নি উইথ ওয়াটার কালার [313, 52, 421, 63]
story2-body-col3: সন্ধ্যার পর শহরের রাস্তাগুলো অন্যরকম হয়ে যায়। বাতিগুলো জ্বলে উঠলে মনে হয় কেউ যেন আলোর নদী বইয়ে দিয়েছে। রফিক সাহেব অফিস থেকে ফিরে জানালার পাশে বসে থাকেন, এক কাপ কফি হাতে। বাইরে বৃষ্টি নামে, টিনের চালে শব্দ হয়, আর পুরোনো দিনের কথা মনে পড়ে যায়। তিনি ভাবেন, জীবনটা কি এভাবেই কেটে যাবে, নাকি কোনো একদিন নতুন কিছু ঘটবে। দরজায় কড়া নাড়ার শব্দ শোনা যায়, তিনি উঠে দাঁড়ান। জলরঙের ছবিতে আলো আর ছায়ার খেলা সবচেয়ে সুন্দর ফুটে ওঠে। শিল্পী কাগজের ওপর পানি ছড়িয়ে দেন, তারপর রঙ মেশান ধীরে ধীরে। পুরান ঢাকার অলিগলি, নৌকা, নদী আর মানুষের মুখ – সবই তাঁর তুলিতে প্রাণ পায়। পাহাড়ি পথে হাঁটতে হাঁটতে যাত্রীরা ক্লান্ত হয়ে পড়ে, তবু গন্তব্যের টানে এগিয়ে চলে। সন্ধ্যার পর শহরের রাস্তাগুলো অন্যরকম হয়ে যায়। বাতিগুলো জ্বলে উঠলে মনে হয় কেউ যেন আলোর নদী বইয়ে দিয়েছে। রফিক সাহেব অফিস থেকে ফিরে জানালার পাশে বসে থাকেন, এক কাপ কফি হাতে। বাইরে বৃষ্টি নামে, টিনের চালে শব্দ হয়, আর পুরোনো দিনের কথা মনে পড়ে যায়। তিনি ভাবেন, জীবনটা কি এভাবেই কেটে যাবে, নাকি কোনো একদিন নতুন কিছু ঘটবে। দরজায় কড়া নাড়ার শব্দ শোনা যায়, তিনি উঠে দাঁড়ান। জলরঙের ছবিতে আলো আর ছায়ার খেলা সবচেয়ে সুন্দর ফুটে ওঠে। শিল্পী কাগজের ওপর পানি ছড়িয়ে দেন, তারপর রঙ মেশান ধীরে ধীরে। পুরান ঢাকার অলিগলি, নৌকা, নদী আর মানুষের মুখ – সবই তাঁর তুলিতে প্রাণ পায়। পাহাড়ি পথে হাঁটতে হাঁটতে যাত্রীরা ক্লান্ত হয়ে পড়ে, তবু গন্তব্যের টানে এগিয়ে চলে। সন্ধ্যার পর শহরের রাস্তাগুলো অন্যরকম হয়ে যায়। বাতিগুলো জ্বলে উঠলে মনে হয় কেউ যেন আলোর নদী [284, 283, 364, 411]
story1-byline: ফকরুল চৌধুরী [122, 114, 170, 123]
story1-headline-line2: দুই কাপ কফি হয় [45, 90, 145, 108]
story1-body-col1: সন্ধ্যার পর শহরের রাস্তাগুলো অন্যরকম হয়ে যায়। বাতিগুলো জ্বলে উঠলে মনে হয় কেউ যেন আলোর নদী বইয়ে দিয়েছে। রফিক সাহেব অফিস থেকে ফিরে জানালার পাশে বসে থাকেন, এক কাপ কফি হাতে। বাইরে বৃষ্টি নামে, টিনের চালে শব্দ হয়, আর পুরোনো দিনের কথা মনে পড়ে যায়। তিনি ভাবেন, জীবনটা কি এভাবেই কেটে যাবে, নাকি কোনো একদিন নতুন কিছু ঘটবে। দরজায় কড়া নাড়ার শব্দ শোনা যায়, তিনি উঠে দাঁড়ান। জলরঙের ছবিতে আলো আর ছায়ার খেলা সবচেয়ে সুন্দর ফুটে ওঠে। শিল্পী কাগজের ওপর পানি ছড়িয়ে দেন, তারপর রঙ মেশান ধীরে ধীরে। পুরান ঢাকার অলিগলি, নৌকা, নদী আর মানুষের মুখ – সবই তাঁর তুলিতে প্রাণ পায়। পাহাড়ি পথে হাঁটতে হাঁটতে যাত্রীরা ক্লান্ত হয়ে পড়ে, তবু গন্তব্যের টানে এগিয়ে চলে। সন্ধ্যার পর শহরের রাস্তাগুলো অন্যরকম হয়ে যায়। বাতিগুলো জ্বলে উঠলে মনে হয় কেউ যেন আলোর নদী বইয়ে দিয়েছে। রফিক সাহেব অফিস থেকে ফিরে জানালার পাশে বসে থাকেন, এক কাপ কফি হাতে। বাইরে বৃষ্টি নামে, টিনের চালে শব্দ হয়, আর পুরোনো দিনের কথা মনে পড়ে যায়। তিনি ভাবেন, জীবনটা কি এভাবেই কেটে যাবে, নাকি কোনো একদিন নতুন কিছু ঘটবে। দরজায় কড়া নাড়ার শব্দ শোনা যায়, তিনি উঠে দাঁড়ান। জলরঙের ছবিতে আলো আর ছায়ার খেলা সবচেয়ে সুন্দর ফুটে ওঠে। শিল্পী কাগজের ওপর পানি ছড়িয়ে দেন, তারপর রঙ মেশান ধীরে ধীরে। পুরান ঢাকার অলিগলি, নৌকা, নদী আর মানুষের মুখ – সবই তাঁর তুলিতে প্রাণ পায়। পাহাড়ি পথে হাঁটতে হাঁটতে যাত্রীরা ক্লান্ত হয়ে পড়ে, তবু গন্তব্যের টানে এগিয়ে চলে। সন্ধ্যার পর শহরের রাস্তাগুলো অন্যরকম হয়ে যায়। বাতিগুলো জ্বলে উঠলে মনে হয় কেউ যেন আলোর নদী বইয়ে দিয়েছে। রফিক সাহেব অফিস থেকে ফিরে জানালার পাশে বসে থাকেন, এক কাপ কফি হাতে। বাইরে বৃষ্টি নামে, টিনের চালে শব্দ হয়, আর পুরোনো দিনের কথা মনে পড়ে যায়। তিনি ভাবেন, জীবনটা কি এভাবেই কেটে যাবে, নাকি কোনো একদিন নতুন কিছু ঘটবে। দরজায় কড়া নাড়ার শব্দ শোনা যায়, তিনি উঠে দাঁড়ান। জলরঙের ছবিতে আলো আর ছায়ার খেলা সবচেয়ে সুন্দর ফুটে ওঠে। শিল্পী কাগজের ওপর পানি ছড়িয়ে দেন, তারপর রঙ মেশান ধীরে ধীরে। পুরান ঢাকার অলিগলি, নৌকা, নদী আর মানুষের মুখ – সবই তাঁর তুলিতে প্রাণ পায়। পাহাড়ি পথে হাঁটতে হাঁটতে যাত্রীরা ক্লান্ত হয়ে পড়ে, তবু গন্তব্যের টানে এ [6, 244, 90, 412]
